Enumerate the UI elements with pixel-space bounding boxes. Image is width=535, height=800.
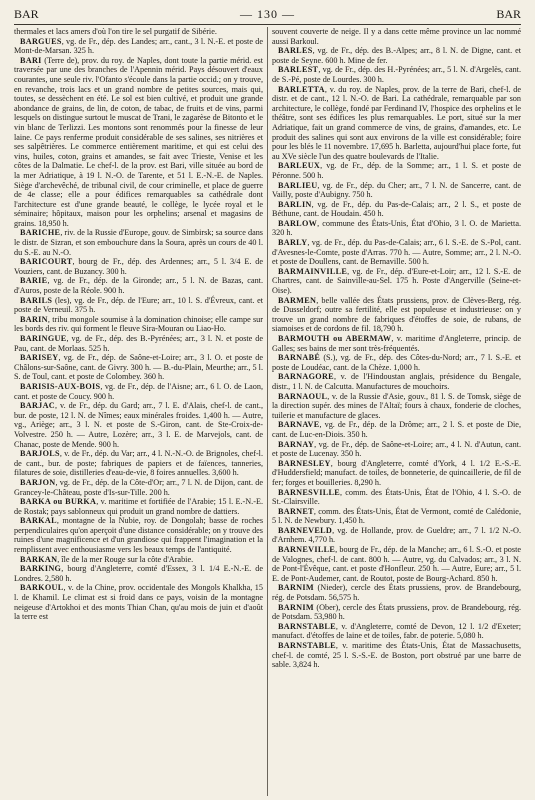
entry-headword: BARJAC: [20, 401, 56, 411]
page-number: — 130 —: [240, 7, 295, 21]
dictionary-entry: [272, 296, 521, 334]
dictionary-entry: [272, 334, 521, 353]
dictionary-entry: [272, 392, 521, 421]
entry-headword: BARNABÉ: [278, 353, 321, 363]
entry-text: , vg. de Fr., dép. de la Gironde; arr., 5 l. N. de Bazas, cant. d'Auros, poste de la Réole. 900 h.: [14, 276, 263, 296]
entry-headword: BARKA ou BURKA: [20, 497, 97, 507]
entry-headword: BARLEST: [278, 65, 319, 75]
dictionary-entry: [14, 555, 263, 565]
entry-text: (Nieder), cercle des États prussiens, prov. de Brandebourg, rég. de Potsdam. 56,575 h.: [272, 583, 521, 603]
entry-headword: BARNEVELD: [278, 525, 333, 535]
page-header: [14, 4, 521, 22]
entry-text: , vg. de Fr., dép. du Cher; arr., 7 l. N. de Sancerre, cant. de Vailly, poste d'Aubigny. 750 h.: [272, 180, 521, 200]
entry-headword: BARICOURT: [20, 257, 73, 267]
entry-text: , montagne de la Nubie, roy. de Dongolah; basse de roches perpendiculaires qu'on aperçoit d'une distance considérable; on y trouve des ruines d'une magnificence et d'un grandiose qui frappent l'imagination et la remplissent avec enthousiasme vers les beaux temps de l'antiquité.: [14, 516, 263, 555]
entry-headword: BARLIEU: [278, 180, 318, 190]
dictionary-entry: [272, 27, 521, 46]
entry-headword: BARJON: [20, 477, 56, 487]
entry-text: , v. de la Russie d'Asie, gouv., 81 l. S. de Tomsk, siège de la direction supér. des mines de l'Altaï; fours à chaux, fonderie de cloches, tuilerie et manufacture de glaces.: [272, 391, 521, 420]
entry-text: , île de la mer Rouge sur la côte d'Arabie.: [57, 554, 194, 564]
entry-text: , v. maritime et fortifiée de l'Arabie; 15 l. E.-N.-E. de Rostak; pays sablonneux qui produit un grand nombre de dattiers.: [14, 497, 263, 516]
dictionary-entry: [14, 27, 263, 37]
entry-headword: BARNESVILLE: [278, 487, 340, 497]
entry-headword: BARKOUL: [20, 583, 64, 593]
entry-text: , vg. de Fr., dép. de la Somme; arr., 1 l. S. et poste de Péronne. 500 h.: [272, 161, 521, 180]
dictionary-entry: [14, 228, 263, 257]
entry-text: , vg. de Fr., dép. des B.-Alpes; arr., 8 l. N. de Digne, cant. et poste de Seyne. 600 h. Mine de fer.: [272, 46, 521, 65]
entry-text: thermales et lacs amers d'où l'on tire le sel purgatif de Sibérie.: [14, 27, 217, 36]
dictionary-entry: [272, 161, 521, 180]
entry-headword: BARNAVE: [278, 420, 320, 430]
entry-headword: BARNET: [278, 506, 314, 516]
dictionary-entry: [14, 382, 263, 401]
entry-text: , comm. des États-Unis, État de Vermont, comté de Calédonie, 5 l. N. de Newbury. 1,450 h.: [272, 506, 521, 526]
entry-headword: BARIE: [20, 276, 48, 286]
dictionary-entry: [272, 488, 521, 507]
entry-text: , vg. de Fr., dép. des Landes; arr., cant., 3 l. N.-E. et poste de Mont-de-Marsan. 325 h.: [14, 36, 263, 56]
entry-text: , vg. de Fr., dép. du Pas-de-Calais; arr., 2 l. S., et poste de Béthune, cant. de Houdain. 450 h.: [272, 199, 521, 219]
right-column: [272, 27, 521, 796]
entry-headword: BARJOLS: [20, 449, 60, 459]
entry-text: (Terre de), prov. du roy. de Naples, dont toute la partie mérid. est traversée par une des branches de l'Apennin mérid. Pays désouvert d'eaux courantes, une seule riv. l'Ofanto s'écoule dans la partie occid.; on y trouve, en revanche, trois lacs et un grand nombre de petites sources, mais qui, toutes, se dessèchent en été. Le sol est bien cultivé, et produit une grande abondance de grains, de lin, de coton, de tabac, de fruits et de vins, parmi lesquels on distingue surtout le muscat de Trani, le zagarèse de Bitonto et le vin blanc de Terlizzi. Les montons sont renommés pour la finesse de leur laine. Ce pays renferme produit considérable de ses salines, ses nitrières et ses salpêtrières. Le commerce entièrement maritime, et qui est celui des vins, huiles, coton, grains et amandes, se fait avec Trieste, Venise et les côtes de la Dalmatie. Le chef-l. de la prov. est Bari, ville située au bord de la mer Adriatique, à 19 l. N.-O. de Tarente, et 51 l. E.-N.-E. de Naples. Siège d'archevêché, de tribunal civil, de cour criminelle, et place de guerre de 4e classe; elle a pour édifices remarquables sa cathédrale dont l'architecture est d'une grande beauté, le collège, le lycée royal et le séminaire; hôpitaux, maison pour les orphelins; arsenal et magasins de grains. 18,950 h.: [14, 55, 263, 228]
entry-text: , commune des États-Unis, État d'Ohio, 3 l. O. de Marietta. 320 h.: [272, 218, 521, 238]
dictionary-entry: [14, 296, 263, 315]
entry-headword: BARGUES: [20, 36, 62, 46]
entry-headword: BARLOW: [278, 218, 318, 228]
entry-text: , vg. de Fr., dép. de l'Aisne; arr., 6 l. O. de Laon, cant. et poste de Coucy. 900 h.: [14, 381, 263, 401]
dictionary-entry: [272, 65, 521, 84]
entry-headword: BARKAL: [20, 516, 57, 526]
header-left-word: BAR: [14, 7, 39, 21]
dictionary-entry: [272, 440, 521, 459]
entry-text: (S.), vg. de Fr., dép. des Côtes-du-Nord; arr., 7 l. S.-E. et poste de Loudéac, cant. de la Chèze. 1,000 h.: [272, 353, 521, 372]
entry-headword: BARLEUX: [278, 161, 321, 171]
dictionary-entry: [272, 459, 521, 488]
entry-text: , v. maritime des États-Unis, État de Massachusetts, chef-l. de comté, 25 l. S.-S.-E. de Boston, port obstrué par une barre de sable. 3,824 h.: [272, 641, 521, 670]
entry-text: , vg. de Fr., dép. de la Côte-d'Or; arr., 7 l. N. de Dijon, cant. de Grancey-le-Château, poste d'Is-sur-Tille. 200 h.: [14, 477, 263, 497]
entry-headword: BARKAN: [20, 554, 58, 564]
dictionary-entry: [272, 219, 521, 238]
dictionary-entry: [14, 497, 263, 516]
entry-headword: BARNEVILLE: [278, 545, 336, 555]
dictionary-entry: [14, 478, 263, 497]
entry-text: , belle vallée des États prussiens, prov. de Clèves-Berg, rég. de Dusseldorf; outre sa fertilité, elle est populeuse et industrieuse: on y trouve un grand nombre de fabriques d'étoffes de soie, de rubans, de siamoises et de cordons de fil. 18,790 h.: [272, 295, 521, 334]
entry-text: , vg. de Fr., dép. d'Eure-et-Loir; arr., 12 l. S.-E. de Chartres, cant. de Sainville-au-Sel. 175 h. Poste d'Angerville (Seine-et-Oise).: [272, 266, 521, 296]
entry-text: , riv. de la Russie d'Europe, gouv. de Simbirsk; sa source dans le distr. de Sizran, et son embouchure dans la Soura, après un cours de 40 l. du S.-E. au N.-O.: [14, 228, 263, 257]
dictionary-entry: [14, 276, 263, 295]
entry-text: , vg. de Fr., dép. des H.-Pyrénées; arr., 5 l. N. d'Argelès, cant. de S.-Pé, poste de Lourdes. 300 h.: [272, 65, 521, 84]
entry-headword: BARNAY: [278, 439, 315, 449]
entry-headword: BARISEY: [20, 353, 59, 363]
entry-headword: BARICHE: [20, 228, 61, 238]
entry-headword: BARNAOUL: [278, 391, 328, 401]
entry-headword: BARMAINVILLE: [278, 266, 348, 276]
dictionary-entry: [272, 545, 521, 583]
dictionary-entry: [272, 267, 521, 296]
entry-text: , vg. de Fr., dép. de la Drôme; arr., 2 l. S. et poste de Die, cant. de Luc-en-Diois. 350 h.: [272, 420, 521, 439]
entry-text: , v. de Fr., dép. du Var; arr., 4 l. N.-N.-O. de Brignoles, chef-l. de cant., bur. de poste; fabriques de papiers et de faïences, tanneries, filatures de soie, distilleries d'eau-de-vie, 8 foires annuelles. 3,600 h.: [14, 449, 263, 478]
dictionary-entry: [14, 315, 263, 334]
entry-text: , v. du roy. de Naples, prov. de la terre de Bari, chef-l. de distr. et de cant., 12 l. N.-O. de Bari. La cathédrale, remarquable par son architecture, le collège, fondé par Ferdinand IV, l'hospice des orphelins et le théâtre, sont ses édifices les plus remarquables. Le port, situé sur la mer Adriatique, fait un grand commerce de vins, de grains, d'amandes, etc. Le produit des salines qui sont aux environs de la ville est considérable; foire pour les blés le 11 novembre. 17,695 h. Barletta, aujourd'hui place forte, fut au XVe siècle l'un des quatre boulevards de l'Italie.: [272, 84, 521, 161]
dictionary-entry: [14, 516, 263, 554]
entry-text: , vg. de Fr., dép. de Saône-et-Loire; arr., 3 l. O. et poste de Châlons-sur-Saône, cant. de Givry. 300 h. — B.-du-Plain, Meurthe; arr., 5 l. S. de Toul, cant. et poste de Colombey. 360 h.: [14, 353, 263, 382]
dictionary-entry: [272, 526, 521, 545]
entry-headword: BARNIM: [278, 602, 314, 612]
entry-text: (Ober), cercle des États prussiens, prov. de Brandebourg, rég. de Potsdam. 53,980 h.: [272, 602, 521, 622]
dictionary-entry: [272, 181, 521, 200]
entry-headword: BARISIS-AUX-BOIS: [20, 381, 101, 391]
entry-headword: BARMEN: [278, 295, 317, 305]
columns: [14, 27, 521, 796]
dictionary-entry: [272, 622, 521, 641]
dictionary-entry: [272, 372, 521, 391]
entry-headword: BARMOUTH ou ABERMAW: [278, 334, 392, 343]
entry-text: , v. de l'Hindoustan anglais, présidence du Bengale, distr., 1 l. N. de Calcutta. Manufactures de mouchoirs.: [272, 372, 521, 391]
column-divider: [267, 27, 268, 796]
entry-text: , v. de Fr., dép. du Gard; arr., 7 l. E. d'Alais, chef-l. de cant., bur. de poste, 12 l. N. de Nîmes; eaux minérales froides. 1,400 h. — Autre, vg., Ariège; arr., 3 l. N. et poste de S.-Giron, cant. de Ste-Croix-de-Volvestre. 250 h. — Autre, Lozère; arr., 3 l. E. de Marvejols, cant. de Chanac, poste de Mende. 900 h.: [14, 401, 263, 449]
entry-text: , v. de la Chine, prov. occidentale des Mongols Khalkha, 15 l. de Khamil. Le climat est si froid dans ce pays, voisin de la montagne neigeuse d'Artokhoi et des monts Thian Chan, qu'au mois de juin et d'août la terre est: [14, 583, 263, 622]
entry-text: , vg. de Hollande, prov. de Gueldre; arr., 7 l. 1/2 N.-O. d'Arnhem. 4,770 h.: [272, 525, 521, 545]
entry-text: , vg. de Fr., dép. de Saône-et-Loire; arr., 4 l. N. d'Autun, cant. et poste de Lucenay. 350 h.: [272, 439, 521, 459]
entry-headword: BARLIN: [278, 199, 312, 209]
dictionary-entry: [14, 449, 263, 478]
entry-text: , v. d'Angleterre, comté de Devon, 12 l. 1/2 d'Exeter; manufact. d'étoffes de laine et de toiles, fabr. de poterie. 5,080 h.: [272, 621, 521, 641]
entry-headword: BARI: [20, 55, 42, 65]
entry-text: , bourg de Fr., dép. des Ardennes; arr., 5 l. 3/4 E. de Vouziers, cant. de Buzancy. 300 h.: [14, 257, 263, 276]
dictionary-entry: [14, 257, 263, 276]
dictionary-entry: [272, 583, 521, 602]
entry-headword: BARKING: [20, 564, 62, 574]
entry-headword: BARNSTABLE: [278, 641, 336, 650]
dictionary-entry: [14, 583, 263, 621]
entry-text: , vg. de Fr., dép. du Pas-de-Calais; arr., 6 l. S.-E. de S.-Pol, cant. d'Avesnes-le-Comte, poste d'Arras. 770 h. — Autre, Somme; arr., 2 l. N.-O. et poste de Doullens, cant. de Bernaville. 500 h.: [272, 238, 521, 267]
dictionary-entry: [272, 46, 521, 65]
dictionary-entry: [272, 641, 521, 670]
left-column: [14, 27, 263, 796]
entry-text: , comm. des États-Unis, État de l'Ohio, 4 l. S.-O. de St.-Clairsville.: [272, 487, 521, 507]
dictionary-entry: [14, 564, 263, 583]
entry-headword: BARNESLEY: [278, 458, 331, 468]
dictionary-entry: [14, 334, 263, 353]
dictionary-entry: [14, 353, 263, 382]
entry-text: , bourg d'Angleterre, comté d'Essex, 3 l. 1/4 E.-N.-E. de Londres. 2,580 h.: [14, 564, 263, 583]
dictionary-entry: [272, 603, 521, 622]
entry-text: (les), vg. de Fr., dép. de l'Eure; arr., 10 l. S. d'Évreux, cant. et poste de Verneuil. 375 h.: [14, 295, 263, 315]
entry-headword: BARIN: [20, 314, 48, 324]
dictionary-entry: [272, 200, 521, 219]
entry-text: , tribu mongole soumise à la domination chinoise; elle campe sur les bords des riv. qui forment le fleuve Sira-Mouran ou Liao-Ho.: [14, 314, 263, 334]
dictionary-entry: [14, 56, 263, 229]
dictionary-entry: [272, 507, 521, 526]
dictionary-entry: [272, 353, 521, 372]
entry-text: , vg. de Fr., dép. des B.-Pyrénées; arr., 3 l. N. et poste de Pau, cant. de Morlaas. 525 h.: [14, 334, 263, 353]
entry-headword: BARLES: [278, 46, 313, 56]
entry-text: , bourg d'Angleterre, comté d'York, 4 l. 1/2 E.-S.-E. d'Huddersfield; manufact. de toiles, de bonneterie, de quincaillerie, de fil de fer; forges et bouilleries. 8,290 h.: [272, 458, 521, 487]
entry-text: , bourg de Fr., dép. de la Manche; arr., 6 l. S.-O. et poste de Valognes, chef-l. de cant. 800 h. — Autre, vg. du Calvados; arr., 3 l. N. de Pont-l'Évêque, cant. et poste d'Honfleur. 250 h. — Autre, Eure; arr., 5 l. E. de Pont-Audemer, cant. de Routot, poste de Bourg-Achard. 850 h.: [272, 545, 521, 583]
entry-headword: BARLY: [278, 238, 308, 248]
entry-text: , v. maritime d'Angleterre, princip. de Galles; ses bains de mer sont très-fréquentés.: [272, 334, 521, 353]
dictionary-entry: [14, 401, 263, 449]
entry-headword: BARNAGORE: [278, 372, 334, 382]
dictionary-entry: [272, 85, 521, 162]
entry-headword: BARLETTA: [278, 84, 325, 94]
header-right-word: BAR: [496, 7, 521, 21]
entry-text: souvent couverte de neige. Il y a dans cette même province un lac nommé aussi Barkoul.: [272, 27, 521, 46]
entry-headword: BARNSTABLE: [278, 621, 336, 631]
header-rule: [14, 24, 521, 25]
dictionary-entry: [272, 238, 521, 267]
dictionary-entry: [14, 37, 263, 56]
dictionary-entry: [272, 420, 521, 439]
entry-headword: BARNIM: [278, 583, 314, 593]
entry-headword: BARINGUE: [20, 334, 67, 343]
entry-headword: BARILS: [20, 295, 53, 305]
